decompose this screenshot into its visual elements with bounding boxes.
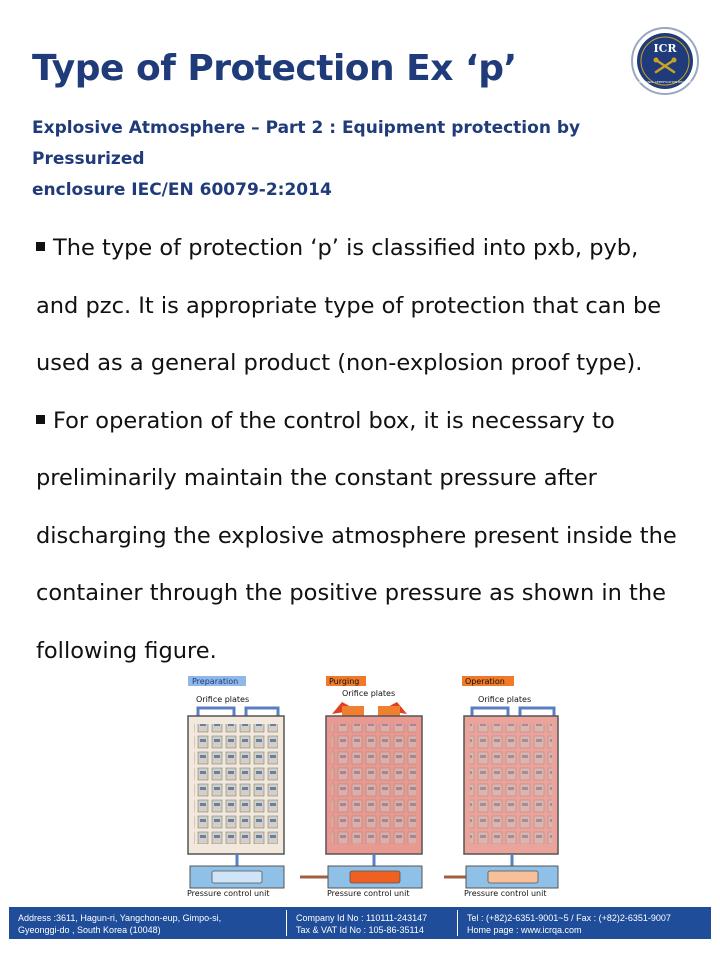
icr-seal-logo (630, 26, 700, 96)
unit-label: Pressure control unit (464, 889, 547, 898)
stage-label: Operation (465, 677, 505, 686)
footer-divider (457, 910, 458, 936)
company-line-1: Company Id No : 110111-243147 (296, 913, 428, 923)
figure-panel-purging (300, 676, 422, 898)
logo-text: ICR (653, 42, 677, 55)
address-line-1: Address :3611, Hagun-ri, Yangchon-eup, Gimpo-si, (18, 913, 222, 923)
stage-label: Preparation (192, 677, 239, 686)
page-title: Type of Protection Ex ‘p’ (32, 48, 517, 89)
paragraph-text: For operation of the control box, it is necessary to preliminarily maintain the constant pressure after discharging the explosive atmosphere present inside the container through the positive pressure as shown in the following figure. (36, 407, 677, 664)
stage-label: Purging (329, 677, 360, 686)
subtitle-line-2: enclosure IEC/EN 60079-2:2014 (32, 180, 332, 200)
figure-panel-preparation (187, 676, 284, 898)
subtitle-line-1: Explosive Atmosphere – Part 2 : Equipment protection by Pressurized (32, 118, 581, 169)
logo-caption: INTERNATIONAL CERTIFICATION REGISTRATION (630, 80, 700, 84)
footer-company (296, 912, 427, 936)
orifice-label: Orifice plates (196, 695, 250, 704)
pressurization-figure (182, 670, 562, 900)
unit-label: Pressure control unit (327, 889, 410, 898)
address-line-2: Gyeonggi-do , South Korea (10048) (18, 925, 161, 935)
figure-panel-operation (444, 676, 558, 898)
bullet-paragraph-1 (36, 220, 686, 393)
footer-divider (286, 910, 287, 936)
bullet-square-icon (36, 242, 45, 251)
orifice-label: Orifice plates (342, 689, 396, 698)
footer-contact (467, 912, 671, 936)
company-line-2: Tax & VAT Id No : 105-86-35114 (296, 925, 424, 935)
contact-line-2[interactable]: Home page : www.icrqa.com (467, 925, 582, 935)
footer-address (18, 912, 221, 936)
orifice-label: Orifice plates (478, 695, 532, 704)
bullet-paragraph-2 (36, 393, 686, 681)
body-text (36, 220, 686, 680)
contact-line-1: Tel : (+82)2-6351-9001~5 / Fax : (+82)2-6351-9007 (467, 913, 671, 923)
unit-label: Pressure control unit (187, 889, 270, 898)
footer (9, 907, 711, 939)
bullet-square-icon (36, 415, 45, 424)
page-subtitle (32, 113, 652, 206)
paragraph-text: The type of protection ‘p’ is classified into pxb, pyb, and pzc. It is appropriate type of protection that can be used as a general product (non-explosion proof type). (36, 235, 662, 376)
